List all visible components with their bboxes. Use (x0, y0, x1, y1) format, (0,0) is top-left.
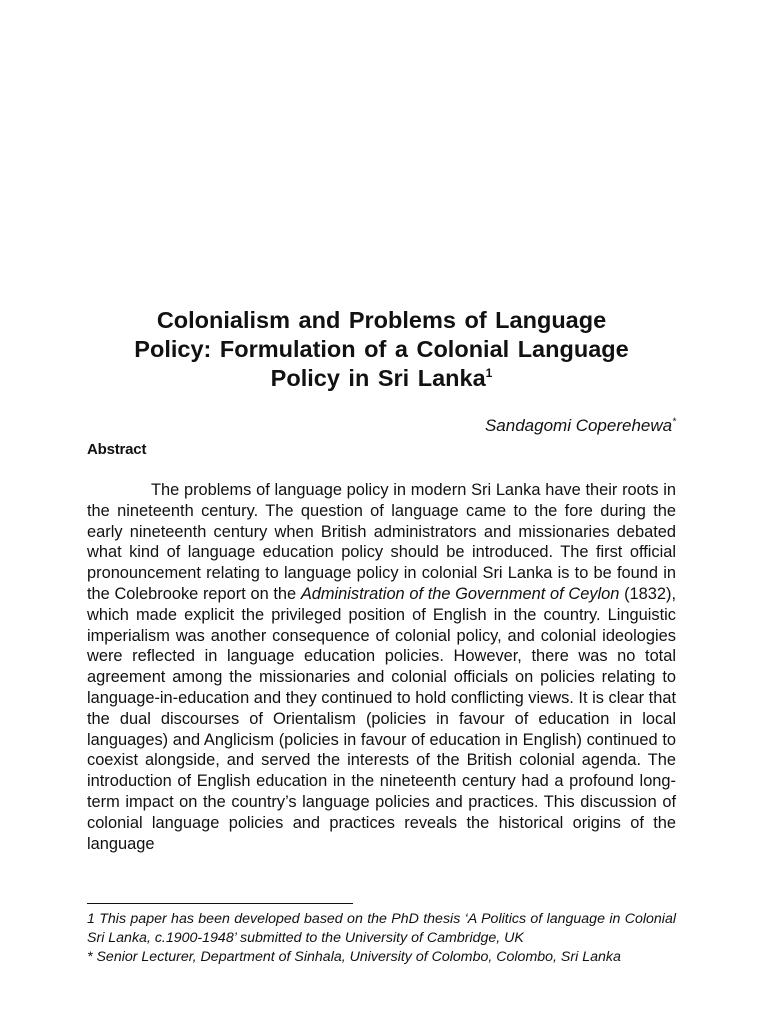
title-footnote-marker: 1 (485, 366, 493, 381)
abstract-text-part-2: (1832), which made explicit the privileged position of English in the country. Linguistic imperialism was another consequence of colonial policy, and colonial ideologies were reflected in language education policies. However, there was no total agreement among the missionaries and colonial officials on policies relating to language-in-education and they continued to hold conflicting views. It is clear that the dual discourses of Orientalism (policies in favour of education in local languages) and Anglicism (policies in favour of education in English) continued to coexist alongside, and served the interests of the British colonial agenda. The introduction of English education in the nineteenth century had a profound long-term impact on the country’s language policies and practices. This discussion of colonial language policies and practices reveals the historical origins of the language (87, 584, 676, 853)
footnotes (87, 910, 676, 967)
title-line-3 (87, 364, 676, 393)
paper-title (87, 306, 676, 393)
title-line-2: Policy: Formulation of a Colonial Language (134, 336, 629, 362)
footnote-author: * Senior Lecturer, Department of Sinhala, University of Colombo, Colombo, Sri Lanka (87, 949, 621, 965)
footnote-divider (87, 903, 353, 904)
title-line-3-text: Policy in Sri Lanka (270, 365, 486, 391)
abstract-heading: Abstract (87, 441, 147, 458)
author-byline (485, 416, 676, 436)
abstract-text-part-1: The problems of language policy in modern Sri Lanka have their roots in the nineteenth century. The question of language came to the fore during the early nineteenth century when British administrators and missionaries debated what kind of language education policy should be introduced. The first official pronouncement relating to language policy in colonial Sri Lanka is to be found in the Colebrooke report on the (87, 481, 676, 603)
author-name: Sandagomi Coperehewa (484, 416, 673, 435)
abstract-paragraph (87, 480, 676, 854)
title-line-1: Colonialism and Problems of Language (156, 307, 607, 333)
abstract-italic-report-title: Administration of the Government of Ceylon (300, 584, 620, 603)
paper-page (87, 0, 676, 1024)
author-footnote-marker: * (672, 416, 676, 428)
footnote-1: 1 This paper has been developed based on the PhD thesis ‘A Politics of language in Colonial Sri Lanka, c.1900-1948’ submitted to the University of Cambridge, UK (87, 911, 676, 946)
